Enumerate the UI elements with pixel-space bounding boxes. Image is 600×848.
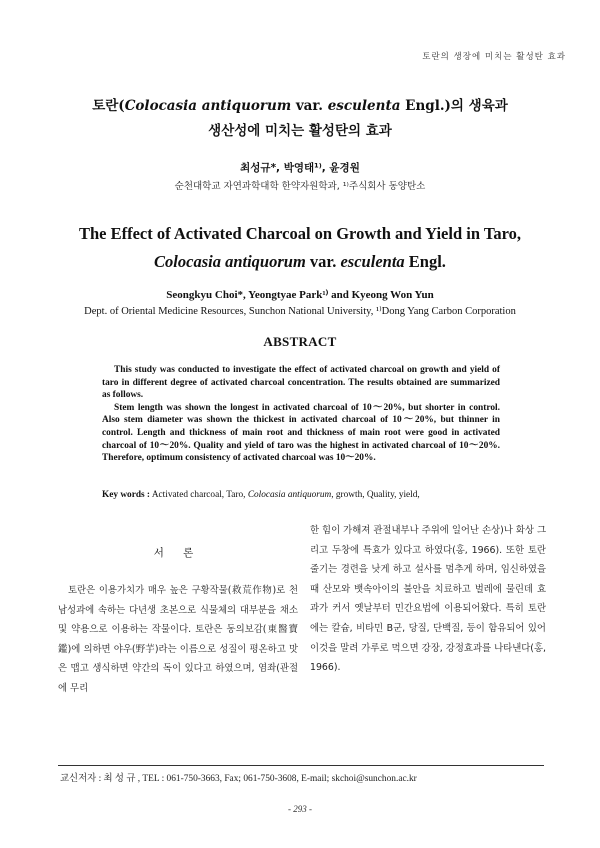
right-column-paragraph: 한 힘이 가해져 관절내부나 주위에 일어난 손상)나 화상 그리고 두창에 특효가 있다고 하였다(홍, 1966). 또한 토란줄기는 경련을 낫게 하고 설사를 멈추게 하며, 임신하였을 때 산모와 뱃속아이의 불안을 치료하고 벌레에 물린데 효과가 커서 옛날부터 민간요법에 이용되어왔다. 특히 토란에는 칼슘, 비타민 B군, 당질, 단백질, 등이 함유되어 있어 이것을 말려 가루로 먹으면 강장, 강정효과를 나타낸다(홍, 1966). bbox=[310, 525, 546, 674]
english-authors: Seongkyu Choi*, Yeongtyae Park¹⁾ and Kyeong Won Yun bbox=[166, 289, 434, 301]
english-title-line-1: The Effect of Activated Charcoal on Growth and Yield in Taro, bbox=[78, 224, 521, 243]
korean-title-line-2: 생산성에 미치는 활성탄의 효과 bbox=[208, 123, 392, 139]
page-number: - 293 - bbox=[288, 804, 312, 814]
left-column-paragraph: 토란은 이용가치가 매우 높은 구황작물(救荒作物)로 천남성과에 속하는 다년생 초본으로 식물체의 대부분을 채소 및 약용으로 이용하는 작물이다. 토란은 동의보감(東醫寶鑑)에 의하면 야우(野芋)라는 이름으로 성질이 평온하고 맛은 맵고 생식하면 약간의 독이 있다고 하였으며, 염좌(관절에 무리 bbox=[58, 585, 298, 694]
running-head: 토란의 생장에 미치는 활성탄 효과 bbox=[422, 52, 566, 62]
abstract-paragraph-2: Stem length was shown the longest in activated charcoal of 10～20%, but shorter in control. Also stem diameter was shown the thickest in activated charcoal of 10～20%, but thinner in control. Length and thickness of main root and thickness of main root were good in activated charcoal of 10～20%. Quality and yield of taro was the highest in activated charcoal of 10～20%. Therefore, optimum consistency of activated charcoal was 10～20%. bbox=[102, 402, 500, 464]
korean-title-line-1: 토란(Colocasia antiquorum var. esculenta Engl.)의 생육과 bbox=[92, 98, 508, 114]
left-column bbox=[58, 581, 298, 699]
korean-title bbox=[0, 94, 600, 144]
right-column bbox=[310, 521, 546, 678]
correspondence-footnote: 교신저자 : 최 성 규 , TEL : 061-750-3663, Fax; 061-750-3608, E-mail; skchoi@sunchon.ac.kr bbox=[60, 774, 417, 784]
korean-affiliation: 순천대학교 자연과학대학 한약자원학과, ¹⁾주식회사 동양탄소 bbox=[174, 181, 426, 192]
keywords-label: Key words : bbox=[102, 490, 151, 500]
abstract-paragraph-1: This study was conducted to investigate the effect of activated charcoal on growth and yield of taro in different degree of activated charcoal concentration. The results obtained are summarized as follows. bbox=[102, 365, 500, 401]
footnote-divider bbox=[58, 765, 544, 766]
english-affiliation: Dept. of Oriental Medicine Resources, Sunchon National University, ¹⁾Dong Yang Carbon Corporation bbox=[84, 306, 516, 317]
english-title-line-2: Colocasia antiquorum var. esculenta Engl. bbox=[154, 252, 446, 271]
keywords-line: Key words : Activated charcoal, Taro, Colocasia antiquorum, growth, Quality, yield, bbox=[102, 490, 420, 500]
introduction-heading: 서 론 bbox=[153, 547, 202, 559]
abstract-heading: ABSTRACT bbox=[263, 334, 337, 349]
english-title bbox=[0, 220, 600, 276]
korean-authors: 최성규*, 박영태¹⁾, 윤경원 bbox=[240, 162, 360, 174]
abstract-body bbox=[102, 364, 500, 465]
